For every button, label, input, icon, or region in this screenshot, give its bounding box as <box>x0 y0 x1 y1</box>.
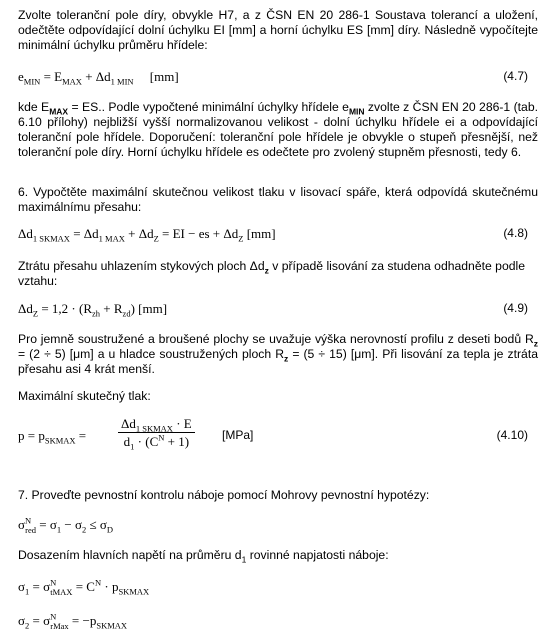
paragraph-step-7: 7. Proveďte pevnostní kontrolu náboje pomocí Mohrovy pevnostní hypotézy: <box>18 488 430 502</box>
paragraph-step-6: 6. Vypočtěte maximální skutečnou velikost tlaku v lisovací spáře, která odpovídá skutečnému maximálnímu přesahu: <box>18 185 538 214</box>
equation-4-10-number: (4.10) <box>496 428 528 442</box>
equation-4-8-formula: $\Delta d_{1 SKMAX} = \Delta d_{1 MAX} + \Delta d_Z$ = EI − es + $\Delta d_Z$ [mm] <box>18 226 276 244</box>
paragraph-principal-stresses: Dosazením hlavních napětí na průměru $d_1$ rovinné napjatosti náboje: <box>18 548 389 565</box>
paragraph-oversize-loss: Ztrátu přesahu uhlazením stykových ploch $\Delta d_z$ v případě lisování za studena odhadněte podle vztahu: <box>18 259 525 288</box>
paragraph-select-hole-tolerance: Zvolte toleranční pole díry, obvykle H7, a z ČSN EN 20 286-1 Soustava tolerancí a uložení, odečtěte odpovídající dolní úchylku EI [mm] a horní úchylku ES [mm] díry. Následně vypočítejte minimální úchylku průměru hřídele: <box>18 8 538 52</box>
equation-sigma-2 <box>18 613 538 633</box>
equation-mohr <box>18 517 538 537</box>
equation-sigma-2-formula: $\sigma_2 = \sigma^N_{rMax} = -p_{SKMAX}$ <box>18 611 128 631</box>
equation-4-9-number: (4.9) <box>503 301 528 315</box>
equation-4-7-formula: $e_{MIN} = E_{MAX} + \Delta d_{1 MIN}$ [mm] <box>18 69 179 87</box>
equation-4-10-formula: $p = p_{SKMAX}$ = $\Delta d_{1 SKMAX} \cdot E$ $d_1 \cdot (C^N + 1)$ [MPa] <box>18 416 254 452</box>
equation-4-8 <box>18 226 538 246</box>
equation-4-9-formula: $\Delta d_Z = 1,2 \cdot (R_{zh} + R_{zd})$ [mm] <box>18 301 168 319</box>
equation-4-8-number: (4.8) <box>503 226 528 240</box>
paragraph-max-pressure: Maximální skutečný tlak: <box>18 389 151 403</box>
equation-4-10 <box>18 418 538 454</box>
paragraph-roughness: Pro jemně soustružené a broušené plochy se uvažuje výška nerovností profilu z deseti bodů $R_z = (2 \div 5)$ [μm] a u hladce soustružených ploch $R_z = (5 \div 15)$ [μm]. Při lisování za tepla je ztráta přesahu asi 4 krát menší. <box>18 332 538 376</box>
equation-sigma-1 <box>18 579 538 599</box>
equation-mohr-formula: $\sigma^N_{red} = \sigma_1 - \sigma_2 \le \sigma_D$ <box>18 515 113 535</box>
equation-4-7 <box>18 69 538 89</box>
equation-4-9 <box>18 301 538 321</box>
equation-sigma-1-formula: $\sigma_1 = \sigma^N_{tMAX} = C^N \cdot p_{SKMAX}$ <box>18 577 150 597</box>
paragraph-shaft-deviation: kde $E_{MAX}$ = ES.. Podle vypočtené minimální úchylky hřídele $e_{MIN}$ zvolte z ČSN EN 20 286-1 (tab. 6.10 přílohy) nejbližší vyšší normalizovanou velikost - dolní úchylku hřídele ei a odpovídající toleranční pole hřídele. Doporučení: toleranční pole hřídele je obvykle o stupeň přesnější, než toleranční pole díry. Horní úchylku hřídele es odečtete pro zvolený stupněm přesnosti, tedy 6. <box>18 100 538 159</box>
equation-4-7-number: (4.7) <box>503 69 528 83</box>
